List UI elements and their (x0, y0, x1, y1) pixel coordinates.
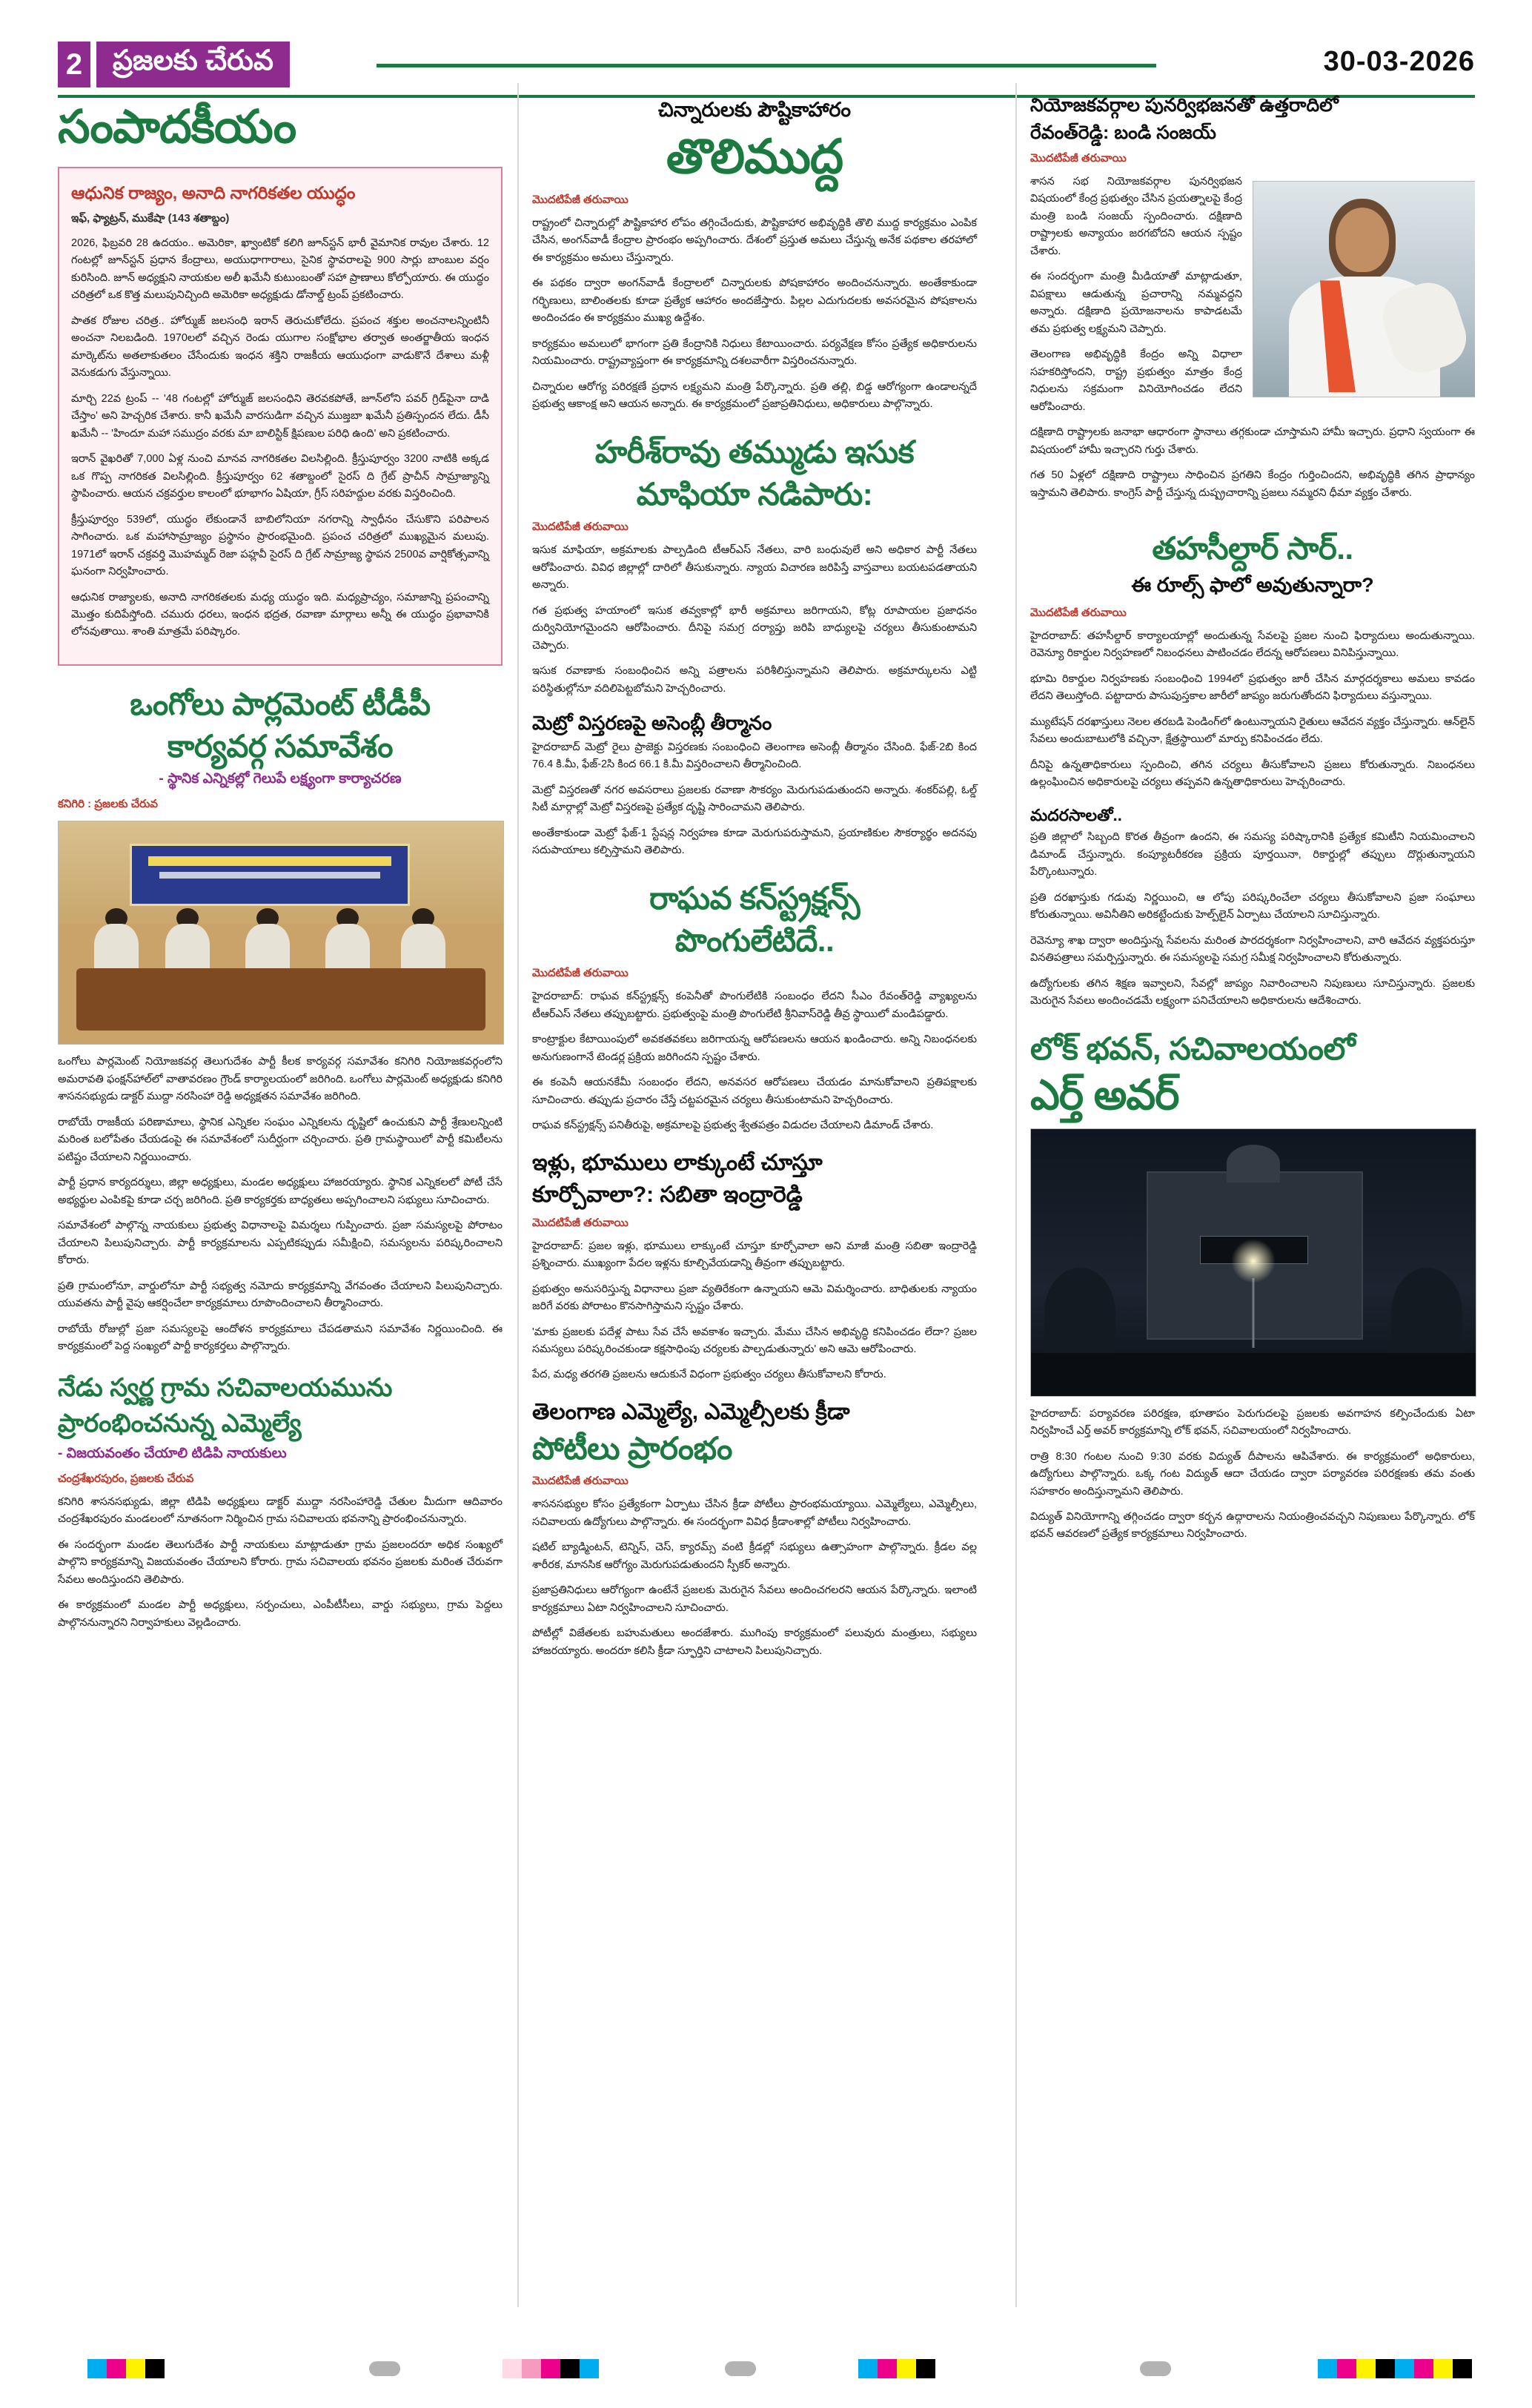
paragraph: ప్రతి జిల్లాలో సిబ్బంది కొరత తీవ్రంగా ఉందని, ఈ సమస్య పరిష్కారానికి ప్రత్యేక కమిటీని నియమించాలని డిమాండ్ చేస్తున్నారు. కంప్యూటరీకరణ ప్రక్రియ పూర్తయినా, రికార్డుల్లో తప్పులు దొర్లుతున్నాయని పేర్కొంటున్నారు. (1030, 831, 1475, 879)
headline-line-2: కార్యవర్గ సమావేశం (167, 729, 394, 764)
lok-bhavan-night-photo (1030, 1128, 1476, 1397)
article-raghava-constructions (532, 879, 977, 1135)
article-byline: మొదటిపేజీ తరువాయి (1030, 152, 1127, 165)
paragraph: ఇసుక రవాణాకు సంబంధించిన అన్ని పత్రాలను పరిశీలిస్తున్నామని తెలిపారు. అక్రమార్కులను ఎట్టి పరిస్థితుల్లోనూ వదిలిపెట్టబోమని హెచ్చరించారు. (532, 665, 977, 695)
publication-date: 30-03-2026 (1323, 46, 1475, 77)
paragraph: హైదరాబాద్: తహసీల్దార్ కార్యాలయాల్లో అందుతున్న సేవలపై ప్రజల నుంచి ఫిర్యాదులు అందుతున్నాయి. రెవెన్యూ రికార్డుల నిర్వహణలో నిబంధనలు పాటించడం లేదన్న ఆరోపణలు వినిపిస్తున్నాయి. (1030, 629, 1475, 660)
registration-dot (725, 2361, 756, 2376)
paragraph: హైదరాబాద్ మెట్రో రైలు ప్రాజెక్టు విస్తరణకు సంబంధించి తెలంగాణ అసెంబ్లీ తీర్మానం చేసింది. ఫేజ్-2బి కింద 76.4 కి.మీ, ఫేజ్-2సి కింద 66.1 కి.మీ విస్తరించాలని తీర్మానించింది. (532, 741, 977, 771)
paragraph: ఒంగోలు పార్లమెంట్ నియోజకవర్గ తెలుగుదేశం పార్టీ కీలక కార్యవర్గ సమావేశం కనిగిరి నియోజకవర్గంలోని అమరావతి ఫంక్షన్‌హాల్‌లో వాతావరణం గ్రౌండ్ కార్యాలయంలో జరిగింది. ఒంగోలు పార్లమెంట్ అధ్యక్షుడు కనిగిరి శాసనసభ్యుడు డాక్టర్ ముద్దా నరసింహా రెడ్డి అధ్యక్షతన సమావేశం జరిగింది. (58, 1056, 503, 1103)
editorial-paragraph: 2026, ఫిబ్రవరి 28 ఉదయం.. అమెరికా, ఖ్వాంటికో కలిగి జూన్‌స్టన్ భారీ వైమానిక రావుల చేశారు. 12 గంటల్లో జూన్‌స్టన్‌ ప్రధాన కేంద్రాలు, అయుధాగారాలు, సైనిక స్థావరాలపై 900 సార్లు బాంబుల వర్షం కురిసింది. జూన్ అధ్యక్షుని నాయకుల అలీ ఖమేనీ కుటుంబంతో సహా ప్రాణాలు కోల్పోయారు. ఈ యుద్ధం చరిత్రలో ఒక కొత్త మలుపునిచ్చింది అమెరికా అధ్యక్షుడు డోనాల్డ్ ట్రంప్ ప్రకటించారు. (71, 236, 489, 302)
article-deck: - విజయవంతం చేయాలి టిడిపి నాయకులు (58, 1445, 287, 1461)
article-bandi-sanjay (1030, 93, 1475, 510)
paragraph: ఈ పథకం ద్వారా అంగన్‌వాడీ కేంద్రాలలో చిన్నారులకు పోషకాహారం అందించనున్నారు. అంతేకాకుండా గర్భిణులు, బాలింతలకు కూడా ప్రత్యేక ఆహారం అందజేస్తారు. పిల్లల ఎదుగుదలకు అవసరమైన పోషకాలను అందించడం ఈ కార్యక్రమం ముఖ్య ఉద్దేశం. (532, 277, 977, 325)
article-sand-mafia (532, 433, 977, 698)
editorial-box (58, 167, 503, 666)
paragraph: మ్యుటేషన్ దరఖాస్తులు నెలల తరబడి పెండింగ్‌లో ఉంటున్నాయని రైతులు ఆవేదన వ్యక్తం చేస్తున్నారు. ఆన్‌లైన్ సేవలు అందుబాటులోకి వచ్చినా, క్షేత్రస్థాయిలో మార్పు కనిపించడం లేదు. (1030, 715, 1475, 746)
paragraph: ఇసుక మాఫియా, అక్రమాలకు పాల్పడింది టీఆర్ఎస్ నేతలు, వారి బంధువులే అని అధికార పార్టీ నేతలు ఆరోపించారు. వివిధ జిల్లాల్లో దారిలో తీసుకున్నారు. న్యాయ విచారణ జరిపిస్తే వాస్తవాలు బయటపడతాయని అన్నారు. (532, 544, 977, 592)
article-body (532, 988, 977, 1134)
color-swatch-group (503, 2359, 599, 2378)
headline-line-2: మాఫియా నడిపారు: (636, 476, 873, 512)
article-tahsildar (1030, 529, 1475, 792)
article-kicker-line-1: ఇళ్లు, భూములు లాక్కుంటే చూస్తూ (532, 1150, 823, 1175)
paragraph: దక్షిణాది రాష్ట్రాలకు జనాభా ఆధారంగా స్థానాలు తగ్గకుండా చూస్తామని హామీ ఇచ్చారు. ప్రధాని స్వయంగా ఈ విషయంలో హామీ ఇచ్చారని గుర్తు చేశారు. (1030, 426, 1475, 456)
article-byline: మొదటిపేజీ తరువాయి (532, 1216, 629, 1229)
publication-logo: ప్రజలకు చేరువ (96, 42, 290, 87)
paragraph: హైదరాబాద్: ప్రజల ఇళ్లు, భూములు లాక్కుంటే చూస్తూ కూర్చోవాలా అని మాజీ మంత్రి సబితా ఇంద్రారెడ్డి ప్రశ్నించారు. ముఖ్యంగా పేదల ఇళ్లను కూల్చివేయడాన్ని తీవ్రంగా తప్పుబట్టారు. (532, 1240, 977, 1270)
headline-line-1: ఒంగోలు పార్లమెంట్ టీడీపీ (130, 686, 431, 721)
article-byline: చంద్రశేఖరపురం, ప్రజలకు చేరువ (58, 1472, 194, 1485)
article-body (1030, 829, 1475, 1010)
paragraph: తెలంగాణ అభివృద్ధికి కేంద్రం అన్ని విధాలా సహకరిస్తోందని, రాష్ట్ర ప్రభుత్వం మాత్రం కేంద్ర నిధులను సక్రమంగా వినియోగించడం లేదని ఆరోపించారు. (1030, 348, 1242, 413)
article-sabitha-indrareddy (532, 1148, 977, 1384)
editorial-paragraph: మార్చి 22వ ట్రంప్ -- '48 గంటల్లో హోర్ముజ్ జలసంధిని తెరవకపోతే, జూన్‌లోని పవర్ గ్రిడ్‌పైనా దాడి చేస్తాం' అని హెచ్చరిక చేశారు. కానీ ఖమేనీ వారసుడిగా వచ్చిన ముజ్తబా ఖమేనీ ప్రతిస్పందన లేదు. డీసీ ఖమేనీ -- 'హిందూ మహా సముద్రం వరకు మా బాలిస్టిక్ క్షిపణుల పరిధి ఉంది' అని ప్రకటించారు. (71, 392, 489, 440)
article-mla-sports (532, 1398, 977, 1660)
article-kicker-line-2: కూర్చోవాలా?: సబితా ఇంద్రారెడ్డి (532, 1182, 803, 1207)
article-deck: - స్థానిక ఎన్నికల్లో గెలుపే లక్ష్యంగా కార్యాచరణ (159, 771, 402, 787)
paragraph: చిన్నారుల ఆరోగ్య పరిరక్షణే ప్రధాన లక్ష్యమని మంత్రి పేర్కొన్నారు. ప్రతి తల్లి, బిడ్డ ఆరోగ్యంగా ఉండాలన్నదే ప్రభుత్వ ఆకాంక్ష అని ఆయన అన్నారు. ఈ కార్యక్రమంలో ప్రజాప్రతినిధులు, అధికారులు పాల్గొన్నారు. (532, 380, 977, 411)
paragraph: ఈ సందర్భంగా మండల తెలుగుదేశం పార్టీ నాయకులు మాట్లాడుతూ గ్రామ ప్రజలందరూ అధిక సంఖ్యలో పాల్గొని కార్యక్రమాన్ని విజయవంతం చేయాలని కోరారు. గ్రామ సచివాలయ భవనం ప్రజలకు మరింత చేరువగా సేవలు అందిస్తుందని తెలిపారు. (58, 1538, 503, 1586)
paragraph: మెట్రో విస్తరణతో నగర అవసరాలు ప్రజలకు రవాణా సౌకర్యం మెరుగుపడుతుందని అన్నారు. శంకర్‌పల్లి, ఓల్డ్ సిటీ మార్గాల్లో మెట్రో విస్తరణపై ప్రత్యేక దృష్టి సారించామని తెలిపారు. (532, 784, 977, 814)
paragraph: ఉద్యోగులకు తగిన శిక్షణ ఇవ్వాలని, సేవల్లో జాప్యం నివారించాలని నిపుణులు సూచిస్తున్నారు. ప్రజలకు మెరుగైన సేవలు అందించడమే లక్ష్యంగా పనిచేయాలని అధికారులను ఆదేశించారు. (1030, 977, 1475, 1008)
bandi-sanjay-portrait (1253, 181, 1475, 397)
paragraph: ఈ సందర్భంగా మంత్రి మీడియాతో మాట్లాడుతూ, విపక్షాలు ఆడుతున్న ప్రచారాన్ని నమ్మవద్దని అన్నారు. దక్షిణాది ప్రయోజనాలను కాపాడటమే తమ ప్రభుత్వ లక్ష్యమని చెప్పారు. (1030, 271, 1242, 335)
headline-line-2: ఎర్త్ అవర్ (1030, 1071, 1179, 1118)
editorial-paragraph: ఇరాన్ వైఖరితో 7,000 ఏళ్ల నుంచి మానవ నాగరికతల విలసిల్లింది. క్రీస్తుపూర్వం 3200 నాటికి అక్కడ ఒక గొప్ప నాగరికత విలసిల్లింది. క్రీస్తుపూర్వం 62 శతాబ్దంలో సైరస్ ది గ్రేట్ ప్రాచీన్ సామ్రాజ్యాన్ని స్థాపించారు. ఆయన చక్రవర్తుల కాలంలో భూభాగం ఏషియా, గ్రీస్ సరిహద్దుల వరకు విస్తరించింది. (71, 453, 489, 500)
article-kicker: చిన్నారులకు పౌష్టికాహారం (657, 99, 852, 121)
paragraph: రాబోయే రాజకీయ పరిణామాలు, స్థానిక ఎన్నికల సంఘం ఎన్నికలను దృష్టిలో ఉంచుకుని పార్టీ శ్రేణులన్నింటి మరింత బలోపేతం చేయడంపై ఈ సమావేశంలో సుదీర్ఘంగా చర్చించారు. ప్రతి గ్రామస్థాయిలో పార్టీ కమిటీలను పటిష్టం చేయాలని నిర్ణయించారు. (58, 1116, 503, 1163)
paragraph: రాబోయే రోజుల్లో ప్రజా సమస్యలపై ఆందోళన కార్యక్రమాలు చేపడతామని సమావేశం నిర్ణయించింది. ఈ కార్యక్రమంలో పెద్ద సంఖ్యలో పార్టీ కార్యకర్తలు పాల్గొన్నారు. (58, 1323, 503, 1353)
article-headline: తొలిముద్ద (666, 130, 843, 184)
paragraph: 'మాకు ప్రజలకు పదేళ్ల పాటు సేవ చేసే అవకాశం ఇచ్చారు. మేము చేసిన అభివృద్ధి కనిపించడం లేదా? ప్రజల సమస్యలు పరిష్కరించకుండా కక్షసాధింపు చర్యలకు పాల్పడుతున్నారు' అని ఆమె ఆరోపించారు. (532, 1326, 977, 1355)
column-divider-1 (517, 83, 519, 2307)
paragraph: విద్యుత్ వినియోగాన్ని తగ్గించడం ద్వారా కర్బన ఉద్గారాలను నియంత్రించవచ్చని నిపుణులు పేర్కొన్నారు. లోక్ భవన్ ఆవరణలో ప్రత్యేక కార్యక్రమాలు నిర్వహించారు. (1030, 1510, 1475, 1541)
article-byline: కనిగిరి : ప్రజలకు చేరువ (58, 798, 158, 811)
paragraph: షటిల్ బ్యాడ్మింటన్, టెన్నిస్, చెస్, క్యారమ్స్ వంటి క్రీడల్లో సభ్యులు ఉత్సాహంగా పాల్గొన్నారు. క్రీడల వల్ల శారీరక, మానసిక ఆరోగ్యం మెరుగుపడుతుందని స్పీకర్ అన్నారు. (532, 1541, 977, 1571)
paragraph: రెవెన్యూ శాఖ ద్వారా అందిస్తున్న సేవలను మరింత పారదర్శకంగా నిర్వహించాలని, వారి ఆవేదన వ్యక్తపరుస్తూ వినతిపత్రాలు సమర్పిస్తున్నారు. ఈ సమస్యలపై సమగ్ర సమీక్ష నిర్వహించాలని కోరుతున్నారు. (1030, 934, 1475, 965)
color-registration-bar (58, 2359, 1475, 2378)
paragraph: ప్రతి గ్రామంలోనూ, వార్డులోనూ పార్టీ సభ్యత్వ నమోదు కార్యక్రమాన్ని వేగవంతం చేయాలని పిలుపునిచ్చారు. యువతను పార్టీ వైపు ఆకర్షించేలా కార్యక్రమాలు రూపొందించాలని తీర్మానించారు. (58, 1280, 503, 1310)
editorial-paragraph: ఆధునిక రాజ్యాలకు, అనాది నాగరికతలకు మధ్య యుద్ధం ఇది. మధ్యప్రాచ్యం, సమాజాన్ని ప్రపంచాన్ని మొత్తం కుదిపేస్తోంది. చమురు ధరలు, ఇంధన భద్రత, రవాణా మార్గాలు అన్నీ ఈ యుద్ధం ప్రభావానికి లోనవుతాయి. శాంతి మాత్రమే పరిష్కారం. (71, 591, 489, 638)
page-number: 2 (58, 42, 90, 87)
registration-dot (369, 2361, 400, 2376)
article-kicker: తెలంగాణ ఎమ్మెల్యే, ఎమ్మెల్సీలకు క్రీడా (532, 1399, 850, 1424)
paragraph: ప్రతి దరఖాస్తుకు గడువు నిర్ణయించి, ఆ లోపు పరిష్కరించేలా చర్యలు తీసుకోవాలని ప్రజా సంఘాలు కోరుతున్నాయి. అవినీతిని అరికట్టేందుకు హెల్ప్‌లైన్ ఏర్పాటు చేయాలని సూచిస్తున్నారు. (1030, 891, 1475, 922)
column-3 (1030, 74, 1475, 1552)
article-body (1030, 628, 1475, 792)
paragraph: అంతేకాకుండా మెట్రో ఫేజ్-1 స్టేషన్ల నిర్వహణ కూడా మెరుగుపరుస్తామని, ప్రయాణికుల సౌకర్యార్థం అదనపు సదుపాయాలు కల్పిస్తామని తెలిపారు. (532, 827, 977, 857)
article-body (532, 542, 977, 698)
editorial-paragraph: పాతక రోజుల చరిత్ర.. హోర్ముజ్ జలసంధి ఇరాన్ తెరుచుకోలేదు. ప్రపంచ శక్తుల అంచనాలన్నింటినీ అంచనా నిలబడింది. 1970లలో వచ్చిన రెండు యుగాల సంక్షోభాల తర్వాత అంతర్జాతీయ ఇంధన మార్కెట్‌ను అతలాకుతలం చేసేందుకు ఇంధన శక్తిని రాజకీయ ఆయుధంగా వాడుకొనే దేశాలు మళ్లీ వెనుకడుగు వేస్తున్నాయి. (71, 314, 489, 380)
article-byline: మొదటిపేజీ తరువాయి (532, 193, 629, 206)
column-2 (532, 74, 977, 1668)
paragraph: ఈ కార్యక్రమంలో మండల పార్టీ అధ్యక్షులు, సర్పంచులు, ఎంపీటీసీలు, వార్డు సభ్యులు, గ్రామ పెద్దలు పాల్గొననున్నారని నిర్వాహకులు వెల్లడించారు. (58, 1599, 503, 1629)
registration-dot (1140, 2361, 1171, 2376)
paragraph: దీనిపై ఉన్నతాధికారులు స్పందించి, తగిన చర్యలు తీసుకోవాలని ప్రజలు కోరుతున్నారు. నిబంధనలు ఉల్లంఘించిన అధికారులపై చర్యలు తప్పవని ఉన్నతాధికారులు హెచ్చరించారు. (1030, 758, 1475, 789)
paragraph: గత 50 ఏళ్లలో దక్షిణాది రాష్ట్రాలు సాధించిన ప్రగతిని కేంద్రం గుర్తించిందని, అభివృద్ధికి తగిన ప్రాధాన్యం ఇస్తామని తెలిపారు. కాంగ్రెస్ పార్టీ చేస్తున్న దుష్ప్రచారాన్ని ప్రజలు నమ్మరని ధీమా వ్యక్తం చేశారు. (1030, 469, 1475, 499)
article-body (532, 1496, 977, 1660)
article-tolimudda (532, 96, 977, 414)
color-swatch-group (1318, 2359, 1472, 2378)
article-body (58, 1054, 503, 1355)
paragraph: భూమి రికార్డుల నిర్వహణకు సంబంధించి 1994లో ప్రభుత్వం జారీ చేసిన మార్గదర్శకాలు అమలు కావడం లేదని తెలుస్తోంది. పట్టాదారు పాసుపుస్తకాల జారీలో జాప్యం జరుగుతోందని ఫిర్యాదులు వస్తున్నాయి. (1030, 672, 1475, 703)
article-body (532, 739, 977, 860)
color-swatch-group (87, 2359, 165, 2378)
paragraph: హైదరాబాద్: రాఘవ కన్‌స్ట్రక్షన్స్ కంపెనీతో పొంగులేటికి సంబంధం లేదని సీఎం రేవంత్‌రెడ్డి వ్యాఖ్యలను టీఆర్ఎస్ నేతలు తప్పుబట్టారు. ప్రభుత్వంపై మంత్రి పొంగులేటి శ్రీనివాస్‌రెడ్డి తీవ్ర స్థాయిలో మండిపడ్డారు. (532, 990, 977, 1020)
article-gram-sachivalayam (58, 1372, 503, 1632)
article-body (58, 1494, 503, 1632)
paragraph: గత ప్రభుత్వ హయాంలో ఇసుక తవ్వకాల్లో భారీ అక్రమాలు జరిగాయని, కోట్ల రూపాయల ప్రజాధనం దుర్వినియోగమైందని ఆరోపించారు. దీనిపై సమగ్ర దర్యాప్తు జరిపి బాధ్యులపై చర్యలు తీసుకుంటామని చెప్పారు. (532, 604, 977, 652)
headline-line-1: నేడు స్వర్ణ గ్రామ సచివాలయమును (58, 1373, 393, 1402)
paragraph: ప్రజాప్రతినిధులు ఆరోగ్యంగా ఉంటేనే ప్రజలకు మెరుగైన సేవలు అందించగలరని ఆయన పేర్కొన్నారు. ఇలాంటి కార్యక్రమాలు ఏటా నిర్వహించాలని సూచించారు. (532, 1584, 977, 1614)
editorial-body (71, 235, 489, 641)
article-kicker-line-2: రేవంత్‌రెడ్డి: బండి సంజయ్ (1030, 122, 1216, 143)
paragraph: కనిగిరి శాసనసభ్యుడు, జిల్లా టిడిపి అధ్యక్షులు డాక్టర్ ముద్దా నరసింహారెడ్డి చేతుల మీదుగా ఆదివారం చంద్రశేఖరపురం మండలంలో నూతనంగా నిర్మించిన గ్రామ సచివాలయ భవనాన్ని ప్రారంభించనున్నారు. (58, 1495, 503, 1526)
headline-line-2: పొంగులేటిదే.. (674, 922, 835, 958)
paragraph: పోటీల్లో విజేతలకు బహుమతులు అందజేశారు. ముగింపు కార్యక్రమంలో పలువురు మంత్రులు, సభ్యులు హాజరయ్యారు. అందరూ కలిసి క్రీడా స్ఫూర్తిని చాటాలని పిలుపునిచ్చారు. (532, 1627, 977, 1657)
paragraph: శాసనసభ్యుల కోసం ప్రత్యేకంగా ఏర్పాటు చేసిన క్రీడా పోటీలు ప్రారంభమయ్యాయి. ఎమ్మెల్యేలు, ఎమ్మెల్సీలు, సచివాలయ ఉద్యోగులు పాల్గొన్నారు. ఈ సందర్భంగా వివిధ క్రీడాంశాల్లో పోటీలు నిర్వహించారు. (532, 1498, 977, 1528)
paragraph: పార్టీ ప్రధాన కార్యదర్శులు, జిల్లా అధ్యక్షులు, మండల అధ్యక్షులు హాజరయ్యారు. స్థానిక ఎన్నికలలో పోటీ చేసే అభ్యర్థుల ఎంపికపై కూడా చర్చ జరిగింది. ప్రతి కార్యకర్తకు బాధ్యతలు అప్పగించాలని సభ్యులు సూచించారు. (58, 1177, 503, 1206)
article-byline: మొదటిపేజీ తరువాయి (1030, 606, 1127, 619)
paragraph: కాంట్రాక్టుల కేటాయింపులో అవకతవకలు జరిగాయన్న ఆరోపణలను ఆయన ఖండించారు. అన్ని నిబంధనలకు అనుగుణంగానే టెండర్ల ప్రక్రియ జరిగిందని స్పష్టం చేశారు. (532, 1033, 977, 1063)
article-headline: తహసీల్దార్ సార్.. (1152, 531, 1353, 566)
tdp-meeting-photo (58, 821, 504, 1045)
article-body (532, 215, 977, 414)
paragraph: ప్రభుత్వం అనుసరిస్తున్న విధానాలు ప్రజా వ్యతిరేకంగా ఉన్నాయని ఆమె విమర్శించారు. బాధితులకు న్యాయం జరిగే వరకు పోరాటం కొనసాగిస్తామని స్పష్టం చేశారు. (532, 1283, 977, 1313)
headline-line-2: ప్రారంభించనున్న ఎమ్మెల్యే (58, 1409, 302, 1438)
article-tdp-meeting (58, 685, 503, 1356)
paragraph: సమావేశంలో పాల్గొన్న నాయకులు ప్రభుత్వ విధానాలపై విమర్శలు గుప్పించారు. ప్రజా సమస్యలపై పోరాటం చేయాలని పిలుపునిచ్చారు. పార్టీ కార్యక్రమాలను ఎప్పటికప్పుడు సమీక్షించి, సమస్యలను పరిష్కరించాలని కోరారు. (58, 1220, 503, 1267)
editorial-headline: ఆధునిక రాజ్యం, అనాది నాగరికతల యుద్ధం (71, 183, 356, 203)
article-kicker-line-1: నియోజకవర్గాల పునర్విభజనతో ఉత్తరాదిలో (1030, 95, 1339, 116)
column-divider-2 (1015, 83, 1017, 2307)
article-metro-expansion (532, 711, 977, 860)
paragraph: పేద, మధ్య తరగతి ప్రజలను ఆదుకునే విధంగా ప్రభుత్వం చర్యలు తీసుకోవాలని కోరారు. (532, 1369, 886, 1381)
article-madrasa (1030, 805, 1475, 1010)
paragraph: శాసన సభ నియోజకవర్గాల పునర్విభజన విషయంలో కేంద్ర ప్రభుత్వం చేసిన ప్రయత్నాలపై కేంద్ర మంత్రి బండి సంజయ్ స్పందించారు. దక్షిణాది రాష్ట్రాలకు అన్యాయం జరగబోదని ఆయన స్పష్టం చేశారు. (1030, 176, 1242, 257)
headline-line-1: హరీశ్‌రావు తమ్ముడు ఇసుక (594, 434, 915, 469)
article-headline: పోటీలు ప్రారంభం (532, 1430, 732, 1466)
article-kicker: మెట్రో విస్తరణపై అసెంబ్లీ తీర్మానం (532, 712, 772, 735)
headline-line-1: రాఘవ కన్‌స్ట్రక్షన్స్ (649, 880, 860, 916)
paragraph: కార్యక్రమం అమలులో భాగంగా ప్రతి కేంద్రానికి నిధులు కేటాయించారు. పర్యవేక్షణ కోసం ప్రత్యేక అధికారులను నియమించారు. రాష్ట్రవ్యాప్తంగా ఈ కార్యక్రమాన్ని దశలవారీగా విస్తరించనున్నారు. (532, 337, 977, 368)
paragraph: రాష్ట్రంలో చిన్నారుల్లో పౌష్టికాహార లోపం తగ్గించేందుకు, పౌష్టికాహార అభివృద్ధికి తొలి ముద్ద కార్యక్రమం ఎంపిక చేసిన, అంగన్‌వాడీ కేంద్రాల ప్రారంభం అప్పగించారు. దేశంలో ప్రస్తుత అమలు చేస్తున్న అనేక పథకాల తరహాలో ఈ కార్యక్రమం అమలు చేస్తున్నారు. (532, 216, 977, 264)
headline-line-1: లోక్ భవన్, సచివాలయంలో (1030, 1031, 1356, 1066)
color-swatch-group (858, 2359, 935, 2378)
article-kicker: ఈ రూల్స్ ఫాలో అవుతున్నారా? (1131, 574, 1374, 597)
article-body (532, 1238, 977, 1384)
article-body (1030, 1406, 1475, 1544)
masthead-rule (377, 64, 1156, 67)
article-byline: మొదటిపేజీ తరువాయి (532, 1475, 629, 1488)
article-byline: మొదటిపేజీ తరువాయి (532, 967, 629, 980)
column-1 (58, 74, 503, 1640)
editorial-paragraph: క్రీస్తుపూర్వం 539లో, యుద్ధం లేకుండానే బాబిలోనియా నగరాన్ని స్వాధీనం చేసుకొని పరిపాలన సాగించారు. ఒక మహాసామ్రాజ్యం ప్రస్థానం ప్రారంభమైంది. ప్రపంచ చరిత్రలో ముఖ్యమైన మలుపు. 1971లో ఇరాన్ చక్రవర్తి మొహమ్మద్ రెజా పహ్లవీ సైరస్ ది గ్రేట్ సామ్రాజ్య స్థాపన 2500వ వార్షికోత్సవాన్ని ఘనంగా నిర్వహించారు. (71, 513, 489, 578)
editorial-title: సంపాదకీయం (58, 102, 296, 153)
article-kicker: మదరసాలతో.. (1030, 805, 1122, 824)
paragraph: రాత్రి 8:30 గంటల నుంచి 9:30 వరకు విద్యుత్ దీపాలను ఆపివేశారు. ఈ కార్యక్రమంలో అధికారులు, ఉద్యోగులు పాల్గొన్నారు. ఒక్క గంట విద్యుత్ ఆదా చేయడం ద్వారా పర్యావరణ పరిరక్షణకు తమ వంతు సహకారం అందిస్తున్నామని తెలిపారు. (1030, 1450, 1475, 1498)
article-earth-hour (1030, 1030, 1475, 1544)
article-byline: మొదటిపేజీ తరువాయి (532, 520, 629, 534)
paragraph: రాఘవ కన్‌స్ట్రక్షన్స్ పనితీరుపై, అక్రమాలపై ప్రభుత్వ శ్వేతపత్రం విడుదల చేయాలని డిమాండ్ చేశారు. (532, 1119, 934, 1132)
paragraph: హైదరాబాద్: పర్యావరణ పరిరక్షణ, భూతాపం పెరుగుదలపై ప్రజలకు అవగాహన కల్పించేందుకు ఏటా నిర్వహించే ఎర్త్ అవర్ కార్యక్రమాన్ని లోక్ భవన్, సచివాలయంలో నిర్వహించారు. (1030, 1407, 1475, 1438)
editorial-subhead: ఇఫ్, ఫ్యాట్రన్, ముకేషా (143 శతాబ్దం) (71, 211, 230, 225)
paragraph: ఈ కంపెనీ ఆయనకేమీ సంబంధం లేదని, అనవసర ఆరోపణలు చేయడం మానుకోవాలని ప్రతిపక్షాలకు సూచించారు. తప్పుడు ప్రచారం చేస్తే చట్టపరమైన చర్యలు తీసుకుంటామని హెచ్చరించారు. (532, 1076, 977, 1106)
